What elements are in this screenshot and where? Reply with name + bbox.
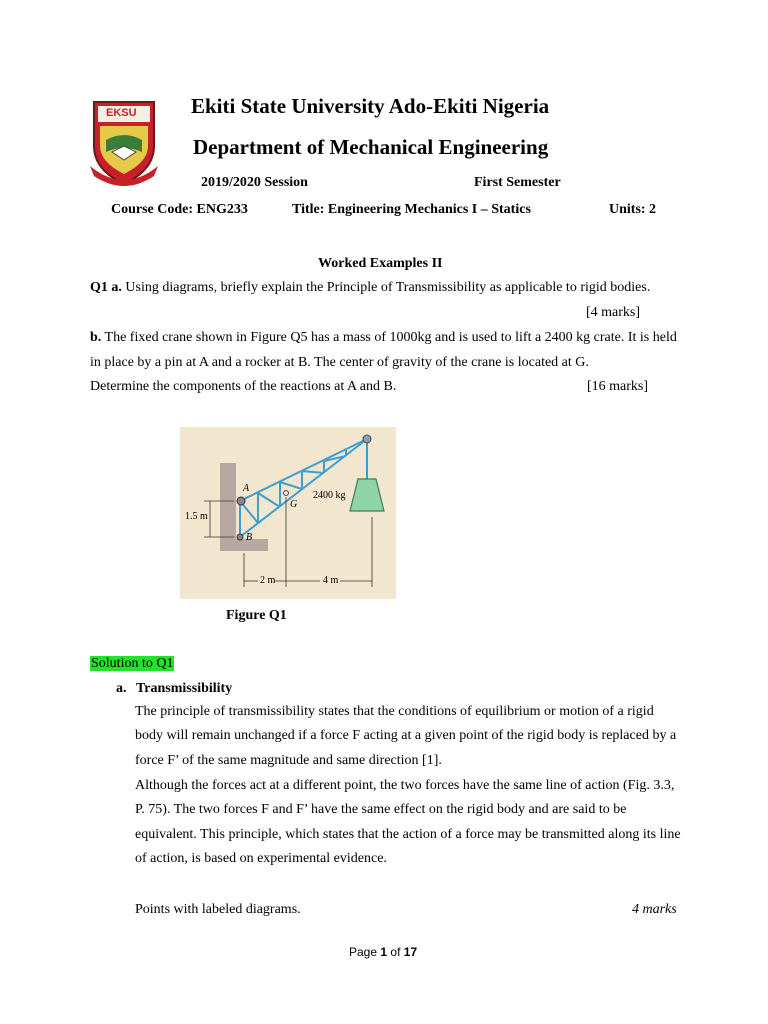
university-logo xyxy=(86,96,162,192)
university-name: Ekiti State University Ado-Ekiti Nigeria xyxy=(191,94,550,118)
solution-sub-title: Transmissibility xyxy=(136,681,233,696)
points-text: Points with labeled diagrams. xyxy=(135,902,301,917)
course-code: Course Code: ENG233 xyxy=(111,202,248,217)
floor xyxy=(220,539,268,551)
q1a-text: Using diagrams, briefly explain the Principle of Transmissibility as applicable to rigid bodies. xyxy=(121,280,651,295)
dim-4m-label: 4 m xyxy=(323,575,339,586)
pin-A xyxy=(237,497,245,505)
solution-heading xyxy=(90,656,174,672)
center-of-gravity-G xyxy=(284,491,289,496)
q1b-line3: Determine the components of the reactions at A and B. xyxy=(90,379,397,394)
figure-caption: Figure Q1 xyxy=(226,608,287,623)
of-word: of xyxy=(390,945,401,959)
q1b-label: b. xyxy=(90,330,102,345)
semester-text: First Semester xyxy=(474,175,561,190)
solution-paragraph-1: The principle of transmissibility states that the conditions of equilibrium or motion of a rigid body will remain unchanged if a force F acting at a given point of the rigid body is replaced by a force F’ of the same magnitude and same direction [1]. xyxy=(135,704,677,768)
q1a-label: Q1 a. xyxy=(90,280,122,295)
label-B: B xyxy=(246,532,253,543)
q1b-line2: in place by a pin at A and a rocker at B. The center of gravity of the crane is located at G. xyxy=(90,355,589,370)
rocker-B xyxy=(237,534,243,540)
solution-sub-label: a. xyxy=(116,681,127,696)
points-marks: 4 marks xyxy=(632,902,677,917)
mass-label: 2400 kg xyxy=(313,490,346,501)
q1a-marks: [4 marks] xyxy=(586,305,641,320)
label-G: G xyxy=(290,499,298,510)
pulley xyxy=(363,435,371,443)
page-footer xyxy=(349,945,417,959)
dim-2m-label: 2 m xyxy=(260,575,276,586)
logo-text: EKSU xyxy=(106,107,137,119)
session-text: 2019/2020 Session xyxy=(201,175,308,190)
wall xyxy=(220,463,236,551)
q1a-question xyxy=(90,280,650,296)
course-title: Title: Engineering Mechanics I – Statics xyxy=(292,202,531,217)
page-word: Page xyxy=(349,945,378,959)
worked-examples-title: Worked Examples II xyxy=(318,256,443,271)
q1b-text: The fixed crane shown in Figure Q5 has a mass of 1000kg and is used to lift a 2400 kg crate. It is held xyxy=(101,330,677,345)
department-name: Department of Mechanical Engineering xyxy=(193,135,549,159)
page-total: 17 xyxy=(403,945,418,959)
course-units: Units: 2 xyxy=(609,202,657,217)
solution-heading-text: Solution to Q1 xyxy=(91,656,174,671)
page-number: 1 xyxy=(380,945,388,959)
solution-paragraph-2: Although the forces act at a different point, the two forces have the same line of action (Fig. 3.3, P. 75). The two forces F and F’ have the same effect on the rigid body and are said to be equivalent. This principle, which states that the action of a force may be transmitted along its line of action, is based on experimental evidence. xyxy=(135,778,681,867)
q1b-line1 xyxy=(90,330,677,346)
height-label: 1.5 m xyxy=(185,511,208,522)
q1b-marks: [16 marks] xyxy=(587,379,649,394)
label-A: A xyxy=(243,483,250,494)
figure-background xyxy=(180,427,396,599)
crane-figure xyxy=(180,427,396,599)
